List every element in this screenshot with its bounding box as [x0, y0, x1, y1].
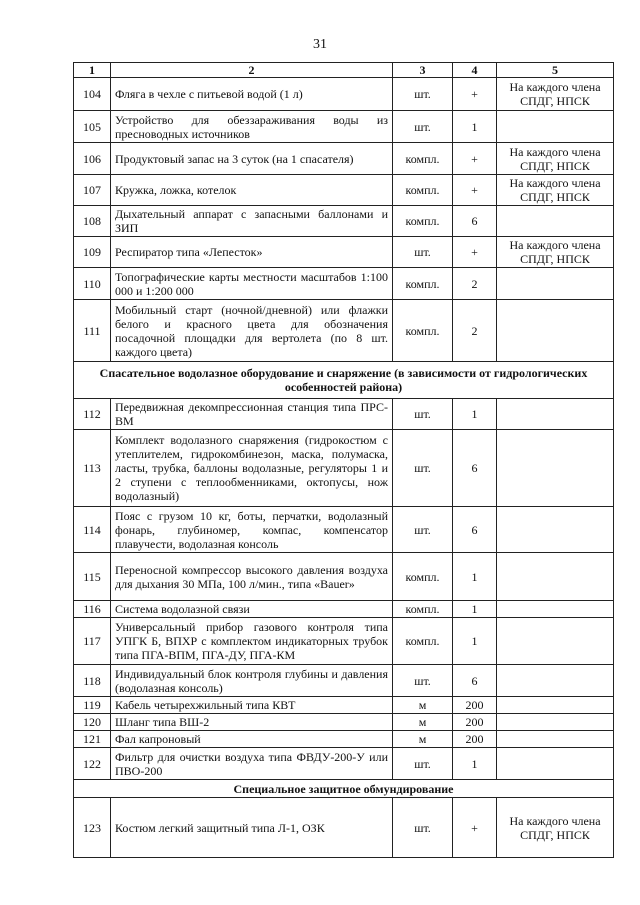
item-quantity: +	[453, 78, 497, 111]
item-unit: компл.	[393, 618, 453, 665]
item-name: Индивидуальный блок контроля глубины и давления (водолазная консоль)	[111, 665, 393, 697]
item-note: На каждого члена СПДГ, НПСК	[497, 798, 614, 858]
header-col-2: 2	[111, 63, 393, 78]
row-number: 107	[74, 175, 111, 206]
item-quantity: 6	[453, 206, 497, 237]
item-unit: компл.	[393, 553, 453, 601]
table-row	[74, 618, 614, 665]
item-note	[497, 111, 614, 143]
row-number: 104	[74, 78, 111, 111]
item-quantity: 1	[453, 111, 497, 143]
table-row	[74, 268, 614, 300]
row-number: 112	[74, 399, 111, 430]
table-row	[74, 143, 614, 175]
row-number: 114	[74, 507, 111, 553]
item-unit: м	[393, 697, 453, 714]
item-note	[497, 430, 614, 507]
item-note	[497, 618, 614, 665]
item-name: Шланг типа ВШ-2	[111, 714, 393, 731]
item-quantity: 2	[453, 300, 497, 362]
table-row	[74, 237, 614, 268]
item-note	[497, 300, 614, 362]
table-row	[74, 300, 614, 362]
item-note	[497, 399, 614, 430]
row-number: 110	[74, 268, 111, 300]
item-note	[497, 731, 614, 748]
row-number: 123	[74, 798, 111, 858]
item-quantity: +	[453, 237, 497, 268]
item-name: Фляга в чехле с питьевой водой (1 л)	[111, 78, 393, 111]
section-heading-row	[74, 362, 614, 399]
header-col-3: 3	[393, 63, 453, 78]
item-note	[497, 553, 614, 601]
table-row	[74, 430, 614, 507]
item-note: На каждого члена СПДГ, НПСК	[497, 143, 614, 175]
item-name: Комплект водолазного снаряжения (гидрокостюм с утеплителем, гидрокомбинезон, маска, полумаска, ласты, трубка, баллоны водолазные, регуляторы 1 и 2 ступени с теплообменниками, октопусы, нож водолазный)	[111, 430, 393, 507]
item-unit: м	[393, 714, 453, 731]
item-note	[497, 748, 614, 780]
item-note	[497, 665, 614, 697]
item-name: Передвижная декомпрессионная станция типа ПРС-ВМ	[111, 399, 393, 430]
table-row	[74, 798, 614, 858]
item-quantity: +	[453, 175, 497, 206]
item-quantity: +	[453, 143, 497, 175]
item-quantity: 2	[453, 268, 497, 300]
row-number: 106	[74, 143, 111, 175]
row-number: 117	[74, 618, 111, 665]
item-name: Костюм легкий защитный типа Л-1, ОЗК	[111, 798, 393, 858]
item-unit: шт.	[393, 798, 453, 858]
item-name: Кружка, ложка, котелок	[111, 175, 393, 206]
item-name: Мобильный старт (ночной/дневной) или флажки белого и красного цвета для обозначения посадочной площадки для вертолета (по 8 шт. каждого цвета)	[111, 300, 393, 362]
section-heading: Спасательное водолазное оборудование и снаряжение (в зависимости от гидрологических особенностей района)	[74, 362, 614, 399]
item-unit: компл.	[393, 268, 453, 300]
item-note: На каждого члена СПДГ, НПСК	[497, 175, 614, 206]
table-row	[74, 601, 614, 618]
header-col-5: 5	[497, 63, 614, 78]
item-quantity: 1	[453, 399, 497, 430]
item-unit: шт.	[393, 430, 453, 507]
table-row	[74, 748, 614, 780]
item-note	[497, 697, 614, 714]
item-name: Устройство для обеззараживания воды из пресноводных источников	[111, 111, 393, 143]
item-name: Пояс с грузом 10 кг, боты, перчатки, водолазный фонарь, глубиномер, компас, компенсатор плавучести, водолазная консоль	[111, 507, 393, 553]
row-number: 108	[74, 206, 111, 237]
item-note	[497, 507, 614, 553]
table-row	[74, 553, 614, 601]
item-name: Кабель четырехжильный типа КВТ	[111, 697, 393, 714]
section-heading-row	[74, 780, 614, 798]
table-row	[74, 399, 614, 430]
header-col-4: 4	[453, 63, 497, 78]
row-number: 116	[74, 601, 111, 618]
table-header-row	[74, 63, 614, 78]
item-unit: шт.	[393, 399, 453, 430]
item-name: Топографические карты местности масштабов 1:100 000 и 1:200 000	[111, 268, 393, 300]
item-name: Универсальный прибор газового контроля типа УПГК Б, ВПХР с комплектом индикаторных трубок типа ПГА-ВПМ, ПГА-ДУ, ПГА-КМ	[111, 618, 393, 665]
table-row	[74, 78, 614, 111]
item-unit: компл.	[393, 175, 453, 206]
item-note	[497, 714, 614, 731]
item-name: Респиратор типа «Лепесток»	[111, 237, 393, 268]
table-row	[74, 714, 614, 731]
item-quantity: 1	[453, 618, 497, 665]
item-unit: компл.	[393, 601, 453, 618]
item-unit: шт.	[393, 111, 453, 143]
row-number: 111	[74, 300, 111, 362]
row-number: 113	[74, 430, 111, 507]
table-row	[74, 697, 614, 714]
table-row	[74, 206, 614, 237]
table-row	[74, 111, 614, 143]
item-unit: шт.	[393, 507, 453, 553]
row-number: 118	[74, 665, 111, 697]
item-note: На каждого члена СПДГ, НПСК	[497, 237, 614, 268]
item-unit: компл.	[393, 206, 453, 237]
item-note	[497, 268, 614, 300]
header-col-1: 1	[74, 63, 111, 78]
item-note: На каждого члена СПДГ, НПСК	[497, 78, 614, 111]
row-number: 122	[74, 748, 111, 780]
item-name: Фал капроновый	[111, 731, 393, 748]
item-quantity: 1	[453, 748, 497, 780]
item-quantity: 6	[453, 507, 497, 553]
table-row	[74, 507, 614, 553]
row-number: 119	[74, 697, 111, 714]
item-name: Система водолазной связи	[111, 601, 393, 618]
item-unit: шт.	[393, 78, 453, 111]
item-unit: шт.	[393, 748, 453, 780]
item-quantity: 6	[453, 430, 497, 507]
row-number: 120	[74, 714, 111, 731]
row-number: 115	[74, 553, 111, 601]
item-name: Дыхательный аппарат с запасными баллонами и ЗИП	[111, 206, 393, 237]
item-unit: компл.	[393, 143, 453, 175]
item-unit: м	[393, 731, 453, 748]
item-quantity: 1	[453, 601, 497, 618]
table-row	[74, 665, 614, 697]
item-name: Продуктовый запас на 3 суток (на 1 спасателя)	[111, 143, 393, 175]
row-number: 105	[74, 111, 111, 143]
equipment-table	[73, 62, 614, 858]
item-unit: шт.	[393, 665, 453, 697]
row-number: 121	[74, 731, 111, 748]
item-name: Переносной компрессор высокого давления воздуха для дыхания 30 МПа, 100 л/мин., типа «Bauer»	[111, 553, 393, 601]
item-unit: шт.	[393, 237, 453, 268]
table-row	[74, 175, 614, 206]
item-quantity: 1	[453, 553, 497, 601]
item-quantity: 200	[453, 731, 497, 748]
section-heading: Специальное защитное обмундирование	[74, 780, 614, 798]
item-note	[497, 206, 614, 237]
item-quantity: 200	[453, 714, 497, 731]
item-note	[497, 601, 614, 618]
page-number: 31	[313, 37, 327, 52]
item-name: Фильтр для очистки воздуха типа ФВДУ-200-У или ПВО-200	[111, 748, 393, 780]
item-quantity: 200	[453, 697, 497, 714]
row-number: 109	[74, 237, 111, 268]
item-quantity: +	[453, 798, 497, 858]
table-row	[74, 731, 614, 748]
item-unit: компл.	[393, 300, 453, 362]
item-quantity: 6	[453, 665, 497, 697]
